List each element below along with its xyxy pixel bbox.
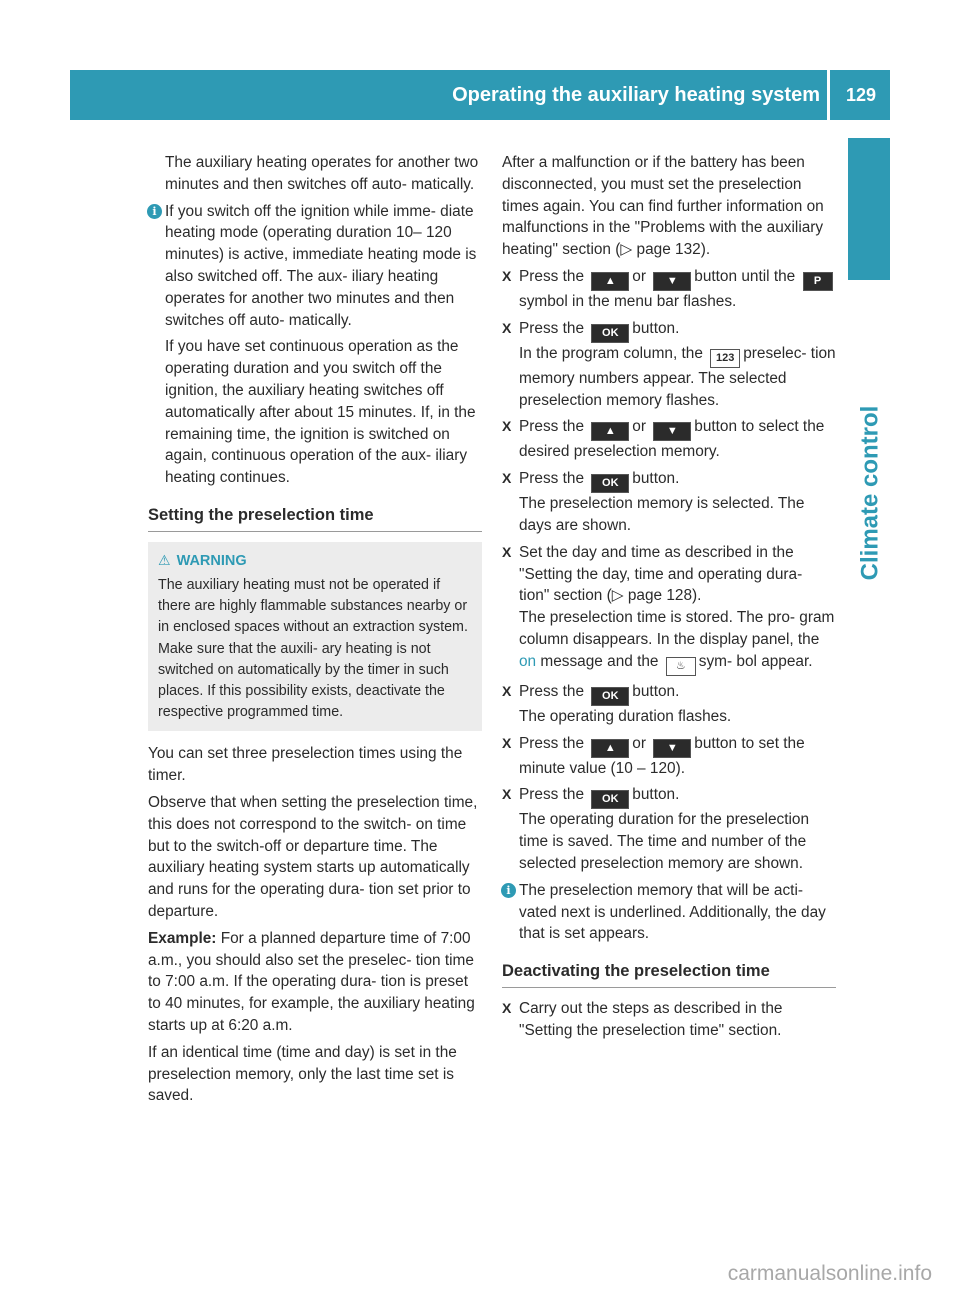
paragraph: You can set three preselection times using the timer. [148, 745, 463, 785]
ok-button-icon: OK [591, 790, 629, 809]
ok-button-icon: OK [591, 687, 629, 706]
step-arrow-icon: X [502, 418, 512, 435]
left-column [148, 152, 482, 1112]
warning-triangle-icon: ⚠ [158, 551, 171, 568]
step-item: X Press the OK button. The operating duration flashes. [502, 682, 732, 725]
up-button-icon: ▲ [591, 272, 629, 291]
header-title: Operating the auxiliary heating system [452, 84, 820, 106]
down-button-icon: ▼ [653, 272, 691, 291]
step-arrow-icon: X [502, 470, 512, 487]
step-item: X Press the ▲ or ▼ button to select the desired preselection memory. [502, 418, 825, 461]
paragraph: After a malfunction or if the battery has been disconnected, you must set the preselection times again. You can find further information on malfunctions in the "Problems with the auxiliary heating" section (▷ page 132). [502, 154, 824, 259]
step-arrow-icon: X [502, 543, 512, 560]
info-text: The preselection memory that will be acti- vated next is underlined. Additionally, the day that is set appears. [519, 881, 826, 943]
info-icon: i [501, 883, 516, 898]
up-button-icon: ▲ [591, 739, 629, 758]
side-tab-marker [848, 138, 890, 280]
ref-arrow-icon: ▷ [611, 587, 624, 605]
ok-button-icon: OK [591, 474, 629, 493]
page-number: 129 [845, 85, 877, 105]
down-button-icon: ▼ [653, 739, 691, 758]
step-item: X Press the OK button. The operating duration for the preselection time is saved. The time and number of the selected preselection memory are shown. [502, 786, 810, 872]
info-text: If you switch off the ignition while imme- diate heating mode (operating duration 10– 120 minutes) is active, immediate heating mode is also switched off. The aux- iliary heating operates for another two minutes and then switches off auto- matically. [165, 202, 477, 329]
step-arrow-icon: X [502, 786, 512, 803]
step-arrow-icon: X [502, 319, 512, 336]
step-item: X Press the OK button. In the program column, the 123 preselec- tion memory numbers appear. The selected preselection memory flashes. [502, 319, 836, 409]
info-note [502, 880, 836, 945]
watermark: carmanualsonline.info [727, 1262, 932, 1285]
parking-heater-icon: P [803, 272, 833, 291]
right-column [502, 152, 836, 1047]
header-separator [827, 70, 830, 120]
step-item: X Carry out the steps as described in the "Setting the preselection time" section. [502, 999, 783, 1039]
header-bar [70, 70, 890, 120]
info-icon: i [147, 204, 162, 219]
section-title: Deactivating the preselection time [502, 961, 836, 988]
side-tab-label: Climate control [856, 405, 884, 581]
heating-symbol-icon: ♨ [666, 657, 696, 676]
step-arrow-icon: X [502, 999, 512, 1016]
step-item: X Press the ▲ or ▼ button until the Psymbol in the menu bar flashes. [502, 266, 836, 313]
ref-arrow-icon: ▷ [620, 241, 633, 259]
paragraph: The auxiliary heating operates for another two minutes and then switches off auto- matically. [165, 154, 479, 193]
info-note [148, 201, 482, 332]
warning-box [148, 542, 482, 732]
memory-123-icon: 123 [710, 349, 740, 368]
on-message: on [519, 652, 537, 670]
example-paragraph: Example: For a planned departure time of 7:00 a.m., you should also set the preselec- tion time to 7:00 a.m. If the operating dura- tion is preset to 40 minutes, for example, the auxiliary heating starts up at 6:20 a.m. [148, 929, 475, 1034]
up-button-icon: ▲ [591, 422, 629, 441]
down-button-icon: ▼ [653, 422, 691, 441]
step-arrow-icon: X [502, 267, 512, 284]
warning-heading: ⚠ WARNING [158, 550, 472, 572]
step-item: X Press the OK button. The preselection memory is selected. The days are shown. [502, 470, 805, 534]
paragraph: If an identical time (time and day) is set in the preselection memory, only the last time set is saved. [148, 1043, 457, 1105]
step-item: X Set the day and time as described in the "Setting the day, time and operating dura- tion" section (▷ page 128). The preselection time is stored. The pro- gram column disappears. In the display panel, the on message and the ♨ sym- bol appear. [502, 542, 836, 676]
warning-text: The auxiliary heating must not be operated if there are highly flammable substances nearby or in enclosed spaces without an extraction system. Make sure that the auxili- ary heating is not switched on automatically by the timer in such places. If this possibility exists, deactivate the respective programmed time. [158, 576, 468, 721]
step-arrow-icon: X [502, 734, 512, 751]
paragraph: Observe that when setting the preselection time, this does not correspond to the switch- on time but to the switch-off or departure time. The auxiliary heating system starts up automatically and runs for the operating dura- tion set prior to departure. [148, 793, 478, 920]
section-title: Setting the preselection time [148, 505, 482, 532]
step-item: X Press the ▲ or ▼ button to set the minute value (10 – 120). [502, 734, 805, 777]
paragraph: If you have set continuous operation as the operating duration and you switch off the ignition, the auxiliary heating switches off automatically after about 15 minutes. If, in the remaining time, the ignition is switched on again, continuous operation of the aux- iliary heating continues. [165, 338, 476, 487]
ok-button-icon: OK [591, 324, 629, 343]
step-arrow-icon: X [502, 682, 512, 699]
